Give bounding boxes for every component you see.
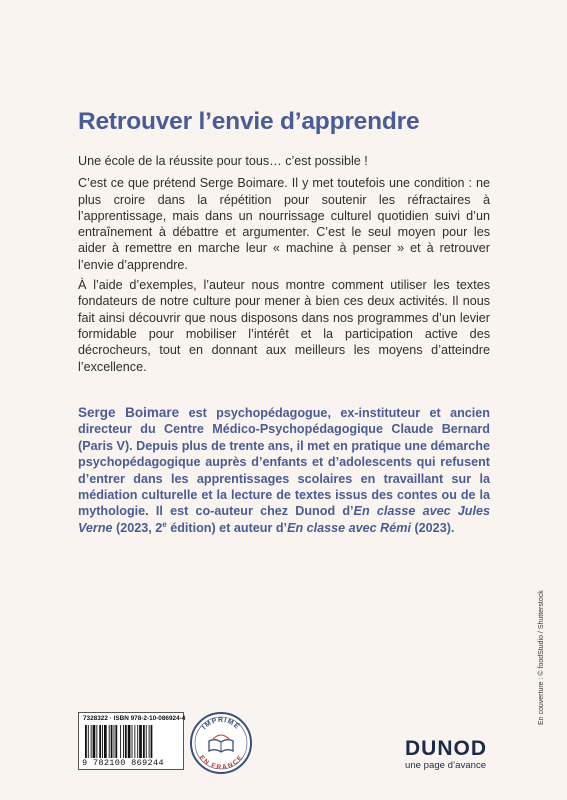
blurb-paragraph-3: À l’aide d’exemples, l’auteur nous montre comment utiliser les textes fondateurs de notre culture pour mener à bien ces deux activités. Il nous fait ainsi découvrir que nous disposons dans nos programmes d’un levier formidable pour mobiliser l’intérêt et la participation active des décrocheurs, tout en donnant aux meilleurs les moyens d’atteindre l’excellence. xyxy=(78,278,490,374)
barcode-stripe xyxy=(146,725,147,758)
barcode-stripe xyxy=(93,725,96,758)
author-name: Serge Boimare xyxy=(78,405,180,420)
barcode-stripe xyxy=(85,725,87,758)
barcode-stripe xyxy=(109,725,110,758)
blurb-paragraph-2: C’est ce que prétend Serge Boimare. Il y met toutefois une condition : ne plus croire dans la répétition pour soutenir les réfractaires à l’apprentissage, mais dans un nourrissage culturel quotidien suivi d’un entraînement à débattre et argumenter. C’est le seul moyen pour les aider à remettre en marche leur « machine à penser » et à retrouver l’envie d’apprendre. xyxy=(78,176,490,272)
bio-text-1: est psychopédagogue, ex-instituteur et ancien directeur du Centre Médico-Psychopédagogique Claude Bernard (Paris V). Depuis plus de trente ans, il met en pratique une démarche psychopédagogique auprès d’enfants et d’adolescents qui refusent d’entrer dans les apprentissages scolaires en travaillant sur la médiation culturelle et la lecture de textes issus des contes ou de la mythologie. Il est co-auteur chez Dunod d’ xyxy=(78,406,490,519)
logo-word: DUNOD xyxy=(405,737,487,760)
barcode-stripe xyxy=(88,725,89,758)
imprime-en-france-seal xyxy=(189,711,253,775)
book-title-2: En classe avec Rémi xyxy=(287,520,411,535)
barcode-stripe xyxy=(115,725,117,758)
bio-text-4: (2023). xyxy=(410,520,455,535)
barcode-stripe xyxy=(139,725,142,758)
barcode-stripe xyxy=(91,725,92,758)
barcode-stripe xyxy=(132,725,133,758)
book-title-1: En classe avec Jules Verne xyxy=(78,504,490,535)
barcode-stripe xyxy=(96,725,97,758)
seal-top-text: IMPRIMÉ xyxy=(201,717,241,732)
barcode-stripe xyxy=(123,725,124,758)
barcode-stripe xyxy=(111,725,113,758)
blurb xyxy=(78,153,490,379)
barcode-stripe xyxy=(125,725,127,758)
book-title: Retrouver l’envie d’apprendre xyxy=(78,108,420,136)
barcode-bars xyxy=(85,725,177,758)
bio-text-2: (2023, 2 xyxy=(112,520,163,535)
barcode-stripe xyxy=(143,725,145,758)
logo-tagline: une page d’avance xyxy=(405,760,487,771)
isbn-label: 7328322 · ISBN 978-2-10-086924-4 xyxy=(83,715,186,722)
barcode-stripe xyxy=(99,725,101,758)
barcode-stripe xyxy=(104,725,107,758)
author-bio xyxy=(78,405,490,536)
barcode-stripe xyxy=(149,725,150,758)
seal-bottom-text: EN FRANCE xyxy=(197,754,245,772)
barcode-number: 9 782100 869244 xyxy=(82,758,164,768)
barcode-stripe xyxy=(128,725,131,758)
barcode-stripe xyxy=(151,725,153,758)
barcode-stripe xyxy=(120,725,121,758)
barcode-stripe xyxy=(102,725,103,758)
blurb-paragraph-1: Une école de la réussite pour tous… c’est possible ! xyxy=(78,154,368,168)
bio-text-3: édition) et auteur d’ xyxy=(166,520,288,535)
dunod-logo xyxy=(405,739,485,771)
photo-credit: En couverture : © foodStudio / Shutterstock xyxy=(538,590,545,725)
barcode-stripe xyxy=(114,725,115,758)
barcode xyxy=(78,712,184,770)
barcode-stripe xyxy=(137,725,138,758)
edition-superscript: e xyxy=(162,519,167,529)
barcode-stripe xyxy=(134,725,135,758)
